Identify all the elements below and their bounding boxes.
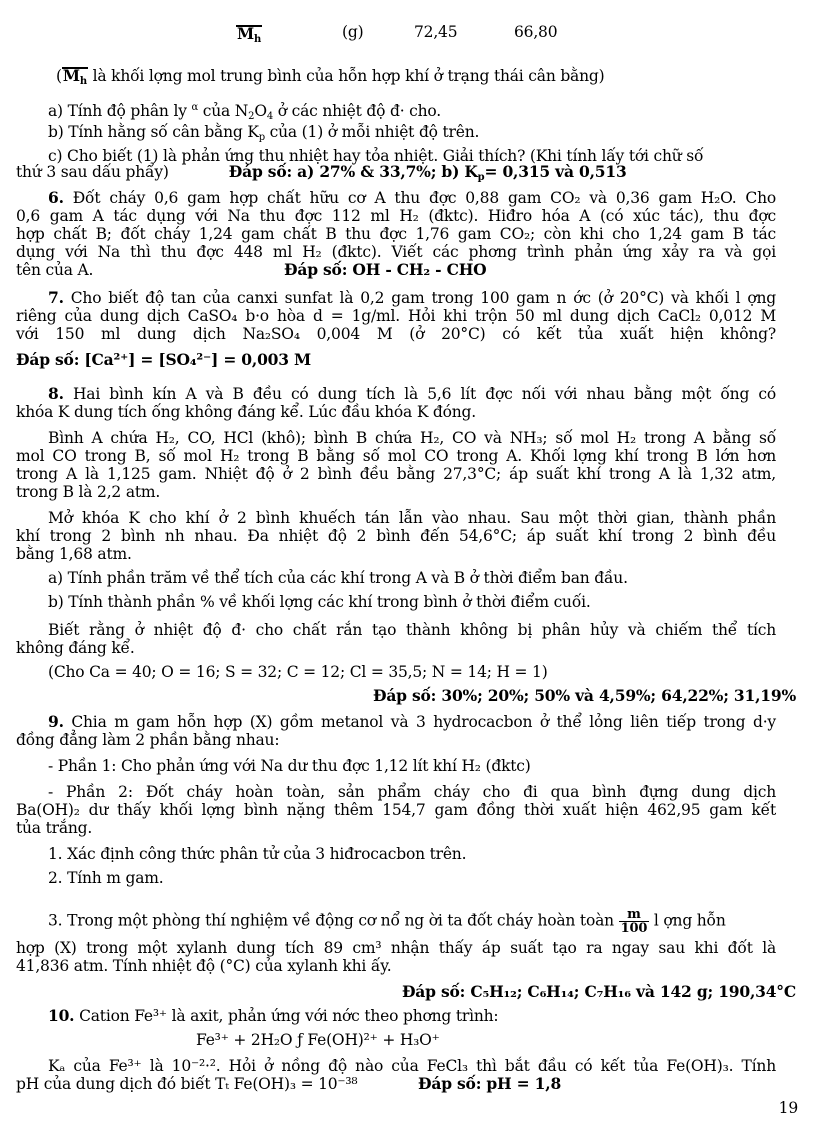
problem-9-part2: - Phần 2: Đốt cháy hoàn toàn, sản phẩm cháy cho đi qua bình đựng dung dịch <box>48 783 776 801</box>
problem-6-answer: Đáp số: OH - CH₂ - CHO <box>284 260 487 279</box>
problem-8-line1: 8. Hai bình kín A và B đều có dung tích là 5,6 lít đợc nối với nhau bằng một ống có <box>48 384 776 403</box>
problem-9-line6: tủa trắng. <box>16 819 93 837</box>
problem-8-line4: mol CO trong B, số mol H₂ trong B bằng số mol CO trong A. Khối lợng khí trong B lớn hơn <box>16 447 776 465</box>
problem-9-part1: - Phần 1: Cho phản ứng với Na dư thu đợc 1,12 lít khí H₂ (đktc) <box>48 757 531 775</box>
problem-10-line2: Kₐ của Fe³⁺ là 10⁻²·². Hỏi ở nồng độ nào của FeCl₃ thì bắt đầu có kết tủa Fe(OH)₃. Tính <box>48 1057 776 1075</box>
problem-8-line8: khí trong 2 bình nh nhau. Đa nhiệt độ 2 bình đến 54,6°C; áp suất khí trong 2 bình đều <box>16 527 776 545</box>
header-value-1: 72,45 <box>414 23 458 41</box>
problem-9-question-2: 2. Tính m gam. <box>48 869 164 887</box>
page-number: 19 <box>778 1099 798 1117</box>
problem-9-line7: hợp (X) trong một xylanh dung tích 89 cm³ nhận thấy áp suất tạo ra ngay sau khi đốt là <box>16 939 776 957</box>
problem-6-line3: hợp chất B; đốt cháy 1,24 gam chất B thu đợc 1,76 gam CO₂; còn khi cho 1,24 gam B tác <box>16 225 776 243</box>
mean-molar-mass-symbol: $M_h$ <box>237 24 262 45</box>
problem-9-line8: 41,836 atm. Tính nhiệt độ (°C) của xylanh khi ấy. <box>16 957 392 975</box>
header-unit: (g) <box>342 23 364 41</box>
problem-9-line1: 9. Chia m gam hỗn hợp (X) gồm metanol và 3 hydrocacbon ở thể lỏng liên tiếp trong d·y <box>48 712 776 731</box>
problem-8-answer: Đáp số: 30%; 20%; 50% và 4,59%; 64,22%; 31,19% <box>372 686 796 705</box>
problem-6-line1: 6. Đốt cháy 0,6 gam hợp chất hữu cơ A thu đợc 0,88 gam CO₂ và 0,36 gam H₂O. Cho <box>48 188 776 207</box>
question-a: a) Tính độ phân ly $^\alpha$ của $N_2O_4$ ở các nhiệt độ đ· cho. <box>48 102 442 122</box>
header-row <box>236 24 262 47</box>
answer-5: Đáp số: a) 27% & 33,7%; b) $K_p= 0,315$ và 0,513 <box>228 162 627 183</box>
problem-8-line2: khóa K dung tích ống không đáng kể. Lúc đầu khóa K đóng. <box>16 403 477 421</box>
problem-7-line3: với 150 ml dung dịch Na₂SO₄ 0,004 M (ở 20°C) có kết tủa xuất hiện không? <box>16 325 776 343</box>
problem-9-question-1: 1. Xác định công thức phân tử của 3 hiđrocacbon trên. <box>48 845 467 863</box>
problem-9-line2: đồng đẳng làm 2 phần bằng nhau: <box>16 731 280 749</box>
header-value-2: 66,80 <box>514 23 558 41</box>
problem-8-line11: không đáng kể. <box>16 639 135 657</box>
problem-7-line1: 7. Cho biết độ tan của canxi sunfat là 0,2 gam trong 100 gam n ớc (ở 20°C) và khối l ợng <box>48 288 776 307</box>
problem-9-line5: Ba(OH)₂ dư thấy khối lợng bình nặng thêm 154,7 gam đồng thời xuất hiện 462,95 gam kết <box>16 801 776 819</box>
problem-8-question-a: a) Tính phần trăm về thể tích của các khí trong A và B ở thời điểm ban đầu. <box>48 569 628 587</box>
fraction-m-over-100: $\frac{m}{100}$ <box>620 907 648 936</box>
problem-9-answer: Đáp số: C₅H₁₂; C₆H₁₄; C₇H₁₆ và 142 g; 190,34°C <box>401 982 796 1001</box>
problem-8-line7: Mở khóa K cho khí ở 2 bình khuếch tán lẫn vào nhau. Sau một thời gian, thành phần <box>48 509 776 527</box>
problem-8-line5: trong A là 1,125 gam. Nhiệt độ ở 2 bình đều bằng 27,3°C; áp suất khí trong A là 1,32 atm, <box>16 465 776 483</box>
problem-8-line10: Biết rằng ở nhiệt độ đ· cho chất rắn tạo thành không bị phân hủy và chiếm thể tích <box>48 621 776 639</box>
problem-7-line2: riêng của dung dịch CaSO₄ b·o hòa d = 1g/ml. Hỏi khi trộn 50 ml dung dịch CaCl₂ 0,012 M <box>16 307 776 325</box>
problem-10-answer: Đáp số: pH = 1,8 <box>418 1074 562 1093</box>
problem-9-question-3: 3. Trong một phòng thí nghiệm về động cơ nổ ng ời ta đốt cháy hoàn toàn $\frac{m}{100}$ l ợng hỗn <box>48 907 726 936</box>
problem-7-answer: Đáp số: [Ca²⁺] = [SO₄²⁻] = 0,003 M <box>16 350 311 369</box>
problem-6-line5: tên của A. <box>16 261 94 279</box>
problem-10-equation: Fe³⁺ + 2H₂O ƒ Fe(OH)²⁺ + H₃O⁺ <box>196 1031 440 1049</box>
problem-8-line3: Bình A chứa H₂, CO, HCl (khô); bình B chứa H₂, CO và NH₃; số mol H₂ trong A bằng số <box>48 429 776 447</box>
problem-8-line6: trong B là 2,2 atm. <box>16 483 161 501</box>
problem-6-line2: 0,6 gam A tác dụng với Na thu đợc 112 ml H₂ (đktc). Hiđro hóa A (có xúc tác), thu đợc <box>16 207 776 225</box>
problem-10-line3: pH của dung dịch đó biết Tₜ Fe(OH)₃ = 10⁻³⁸ <box>16 1075 358 1093</box>
question-c-line2: thứ 3 sau dấu phẩy) Đáp số: a) 27% & 33,7%; b) $K_p= 0,315$ và 0,513 <box>16 162 627 183</box>
question-c-line1: c) Cho biết (1) là phản ứng thu nhiệt hay tỏa nhiệt. Giải thích? (Khi tính lấy tới chữ số <box>48 147 704 165</box>
problem-10-line1: 10. Cation Fe³⁺ là axit, phản ứng với nớc theo phơng trình: <box>48 1006 499 1025</box>
question-b: b) Tính hằng số cân bằng $K_p$ của (1) ở mỗi nhiệt độ trên. <box>48 123 480 143</box>
mean-molar-mass-symbol-2: $M_h$ <box>62 66 87 87</box>
problem-8-line9: bằng 1,68 atm. <box>16 545 132 563</box>
problem-6-line4: dụng với Na thì thu đợc 448 ml H₂ (đktc). Viết các phơng trình phản ứng xảy ra và gọi <box>16 243 776 261</box>
problem-8-question-b: b) Tính thành phần % về khối lợng các khí trong bình ở thời điểm cuối. <box>48 593 591 611</box>
mean-mass-note: ($M_h$ là khối lợng mol trung bình của hỗn hợp khí ở trạng thái cân bằng) <box>56 66 605 87</box>
problem-8-atomic-masses: (Cho Ca = 40; O = 16; S = 32; C = 12; Cl = 35,5; N = 14; H = 1) <box>48 663 548 681</box>
